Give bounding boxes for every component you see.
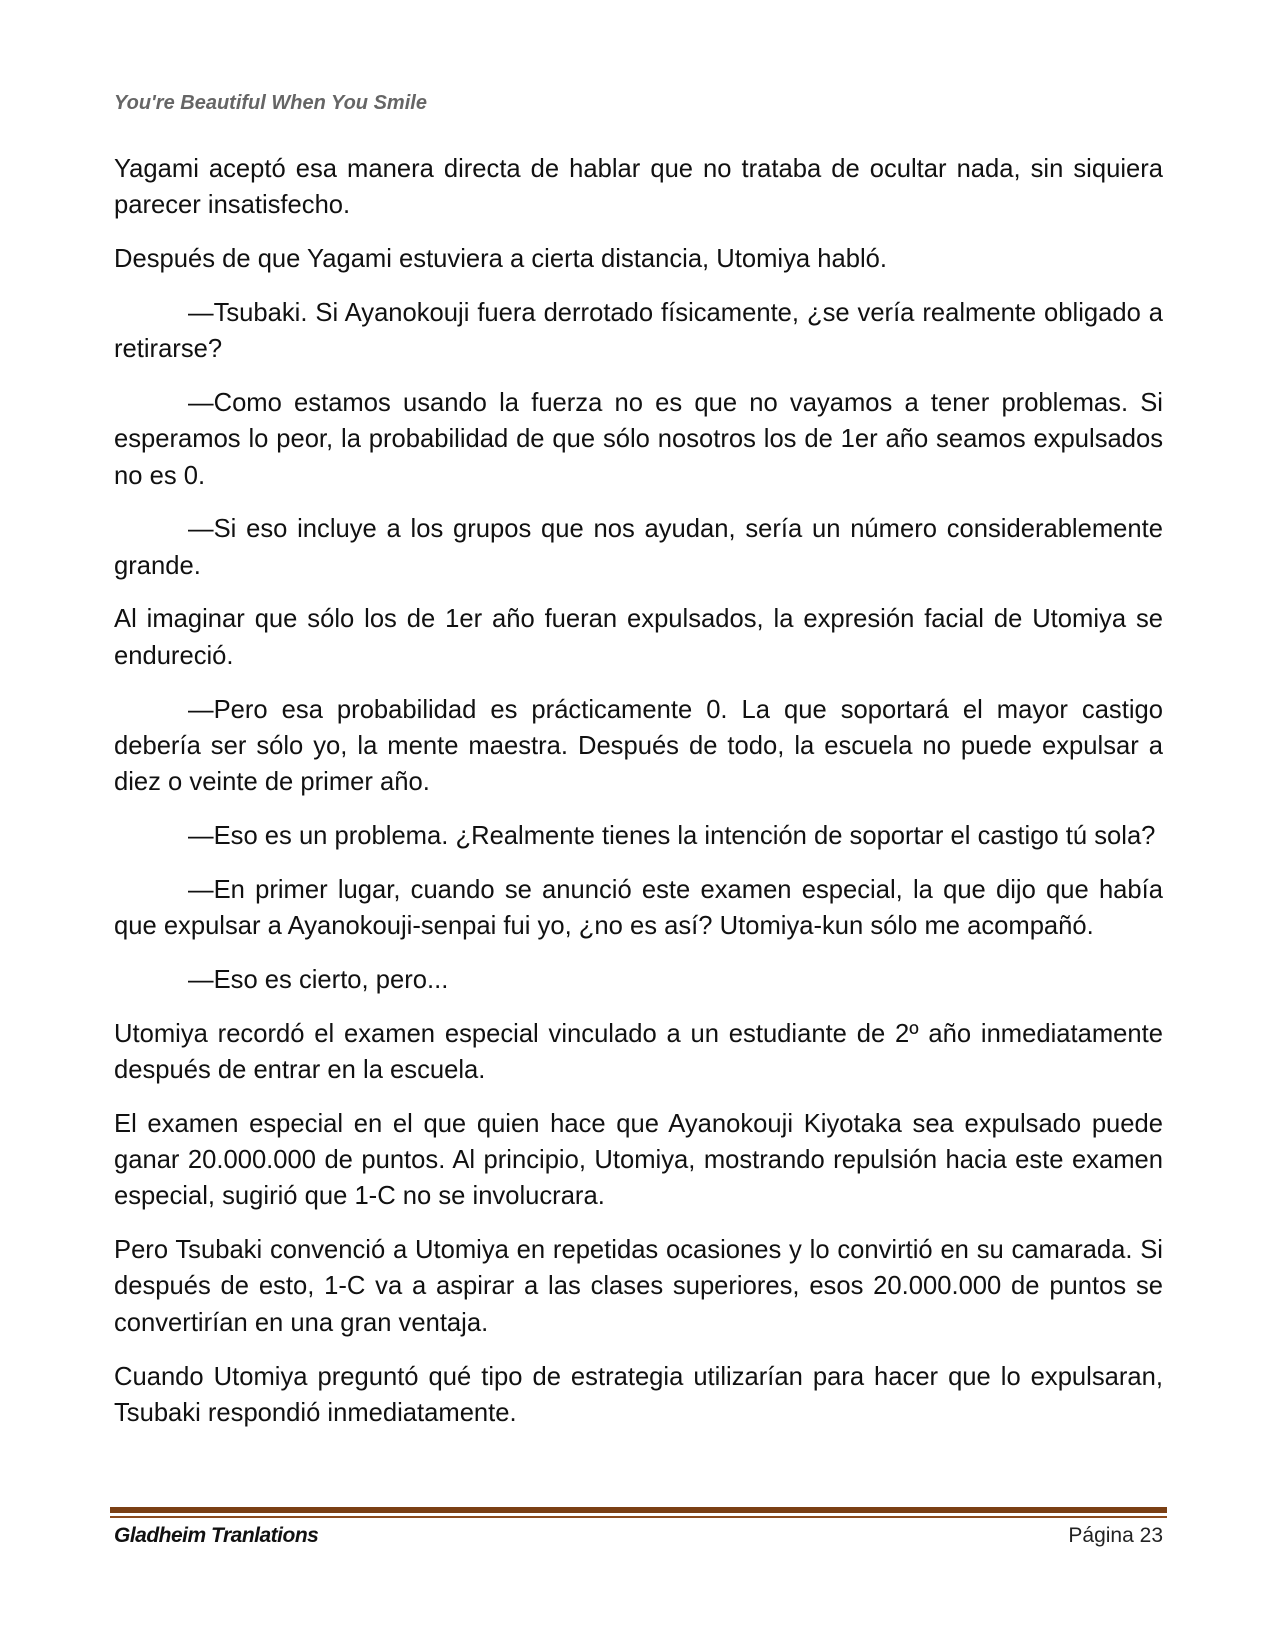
paragraph: Utomiya recordó el examen especial vinculado a un estudiante de 2º año inmediatamente después de entrar en la escuela. (114, 1019, 1163, 1084)
running-header: You're Beautiful When You Smile (114, 92, 427, 114)
paragraph: Pero Tsubaki convenció a Utomiya en repetidas ocasiones y lo convirtió en su camarada. Si después de esto, 1-C va a aspirar a las clases superiores, esos 20.000.000 de puntos se convertirían en una gran ventaja. (114, 1236, 1163, 1337)
dialogue-paragraph: —En primer lugar, cuando se anunció este examen especial, la que dijo que había que expulsar a Ayanokouji-senpai fui yo, ¿no es así? Utomiya-kun sólo me acompañó. (114, 875, 1163, 941)
footer-publisher: Gladheim Tranlations (114, 1524, 319, 1547)
footer-rule (110, 1507, 1167, 1513)
dialogue-paragraph: —Pero esa probabilidad es prácticamente 0. La que soportará el mayor castigo debería ser sólo yo, la mente maestra. Después de todo, la escuela no puede expulsar a diez o veinte de primer año. (114, 695, 1163, 797)
paragraph: Cuando Utomiya preguntó qué tipo de estrategia utilizarían para hacer que lo expulsaran, Tsubaki respondió inmediatamente. (114, 1362, 1163, 1427)
dialogue-paragraph: —Tsubaki. Si Ayanokouji fuera derrotado físicamente, ¿se vería realmente obligado a retirarse? (114, 298, 1163, 364)
dialogue-paragraph: —Si eso incluye a los grupos que nos ayudan, sería un número considerablemente grande. (114, 515, 1163, 580)
page-number-value: 23 (1139, 1524, 1163, 1547)
dialogue-paragraph: —Eso es un problema. ¿Realmente tienes la intención de soportar el castigo tú sola? (188, 821, 1156, 850)
paragraph: Al imaginar que sólo los de 1er año fueran expulsados, la expresión facial de Utomiya se endureció. (114, 605, 1163, 670)
paragraph: El examen especial en el que quien hace que Ayanokouji Kiyotaka sea expulsado puede ganar 20.000.000 de puntos. Al principio, Utomiya, mostrando repulsión hacia este examen especial, sugirió que 1-C no se involucrara. (114, 1109, 1163, 1211)
page-number (1068, 1524, 1163, 1548)
page-label: Página (1068, 1524, 1134, 1547)
page-body (114, 151, 1163, 1449)
paragraph: Después de que Yagami estuviera a cierta distancia, Utomiya habló. (114, 245, 887, 274)
dialogue-paragraph: —Como estamos usando la fuerza no es que no vayamos a tener problemas. Si esperamos lo peor, la probabilidad de que sólo nosotros los de 1er año seamos expulsados no es 0. (114, 388, 1163, 490)
footer-rule-thin (110, 1516, 1167, 1518)
dialogue-paragraph: —Eso es cierto, pero... (188, 965, 449, 994)
paragraph: Yagami aceptó esa manera directa de hablar que no trataba de ocultar nada, sin siquiera parecer insatisfecho. (114, 155, 1163, 220)
